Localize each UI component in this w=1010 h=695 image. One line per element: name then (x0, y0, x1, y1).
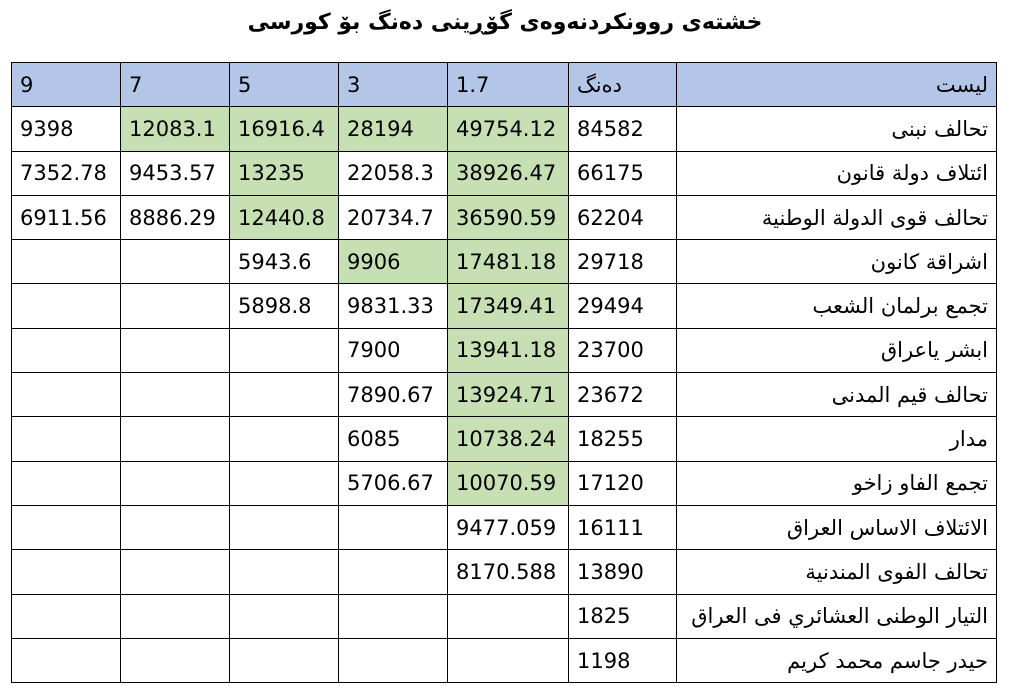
quotient-cell (121, 284, 230, 328)
column-header-divisor: 5 (230, 63, 339, 107)
votes-cell: 1825 (569, 594, 677, 638)
quotient-cell (448, 638, 569, 682)
quotient-cell (12, 550, 121, 594)
quotient-cell: 13924.71 (448, 373, 569, 417)
quotient-cell: 17349.41 (448, 284, 569, 328)
quotient-cell: 8886.29 (121, 195, 230, 239)
quotient-cell: 9398 (12, 107, 121, 151)
column-header-votes: دەنگ (569, 63, 677, 107)
quotient-cell: 12440.8 (230, 195, 339, 239)
quotient-cell: 12083.1 (121, 107, 230, 151)
quotient-cell (121, 550, 230, 594)
quotient-cell (12, 328, 121, 372)
votes-cell: 62204 (569, 195, 677, 239)
quotient-cell (121, 461, 230, 505)
column-header-divisor: 3 (339, 63, 448, 107)
seat-allocation-table (11, 62, 997, 683)
column-header-divisor: 7 (121, 63, 230, 107)
quotient-cell: 22058.3 (339, 151, 448, 195)
votes-cell: 84582 (569, 107, 677, 151)
table-header-row (12, 63, 997, 107)
quotient-cell: 5898.8 (230, 284, 339, 328)
table-row (12, 195, 997, 239)
quotient-cell: 38926.47 (448, 151, 569, 195)
list-name-cell: تحالف قيم المدنى (677, 373, 997, 417)
votes-cell: 1198 (569, 638, 677, 682)
table-row (12, 284, 997, 328)
quotient-cell: 5706.67 (339, 461, 448, 505)
quotient-cell (230, 328, 339, 372)
table-body (12, 107, 997, 683)
quotient-cell (339, 550, 448, 594)
quotient-cell (12, 594, 121, 638)
quotient-cell: 28194 (339, 107, 448, 151)
page-title: خشتەی روونکردنەوەی گۆڕینی دەنگ بۆ کورسی (247, 10, 763, 35)
quotient-cell (230, 417, 339, 461)
votes-cell: 13890 (569, 550, 677, 594)
column-header-divisor: 1.7 (448, 63, 569, 107)
votes-cell: 23700 (569, 328, 677, 372)
quotient-cell: 8170.588 (448, 550, 569, 594)
table-row (12, 461, 997, 505)
list-name-cell: ابشر ياعراق (677, 328, 997, 372)
quotient-cell (448, 594, 569, 638)
column-header-list: لیست (677, 63, 997, 107)
quotient-cell: 36590.59 (448, 195, 569, 239)
list-name-cell: الائتلاف الاساس العراق (677, 505, 997, 549)
list-name-cell: التيار الوطنى العشائري فى العراق (677, 594, 997, 638)
list-name-cell: تحالف قوى الدولة الوطنية (677, 195, 997, 239)
quotient-cell (12, 461, 121, 505)
quotient-cell: 10738.24 (448, 417, 569, 461)
votes-cell: 23672 (569, 373, 677, 417)
list-name-cell: تجمع برلمان الشعب (677, 284, 997, 328)
quotient-cell: 13235 (230, 151, 339, 195)
quotient-cell (12, 417, 121, 461)
quotient-cell: 9477.059 (448, 505, 569, 549)
quotient-cell (230, 594, 339, 638)
quotient-cell (339, 505, 448, 549)
table-row (12, 417, 997, 461)
quotient-cell (12, 373, 121, 417)
votes-cell: 66175 (569, 151, 677, 195)
quotient-cell (230, 550, 339, 594)
quotient-cell: 17481.18 (448, 240, 569, 284)
votes-cell: 17120 (569, 461, 677, 505)
quotient-cell: 13941.18 (448, 328, 569, 372)
list-name-cell: مدار (677, 417, 997, 461)
quotient-cell (121, 505, 230, 549)
table-row (12, 373, 997, 417)
votes-cell: 18255 (569, 417, 677, 461)
table-row (12, 107, 997, 151)
votes-cell: 29494 (569, 284, 677, 328)
quotient-cell: 10070.59 (448, 461, 569, 505)
quotient-cell: 16916.4 (230, 107, 339, 151)
quotient-cell: 6085 (339, 417, 448, 461)
quotient-cell (12, 240, 121, 284)
list-name-cell: تحالف الفوى المندنية (677, 550, 997, 594)
quotient-cell: 49754.12 (448, 107, 569, 151)
quotient-cell: 7890.67 (339, 373, 448, 417)
quotient-cell (121, 240, 230, 284)
quotient-cell (230, 461, 339, 505)
table-row (12, 505, 997, 549)
table-row (12, 151, 997, 195)
quotient-cell: 20734.7 (339, 195, 448, 239)
table-row (12, 328, 997, 372)
quotient-cell (121, 328, 230, 372)
quotient-cell (121, 638, 230, 682)
quotient-cell: 5943.6 (230, 240, 339, 284)
quotient-cell (121, 417, 230, 461)
list-name-cell: ائتلاف دولة قانون (677, 151, 997, 195)
votes-cell: 16111 (569, 505, 677, 549)
quotient-cell: 9453.57 (121, 151, 230, 195)
table-row (12, 638, 997, 682)
table-row (12, 240, 997, 284)
list-name-cell: حيدر جاسم محمد كريم (677, 638, 997, 682)
quotient-cell (12, 505, 121, 549)
quotient-cell: 7900 (339, 328, 448, 372)
quotient-cell (339, 594, 448, 638)
quotient-cell (12, 638, 121, 682)
quotient-cell (230, 638, 339, 682)
table-row (12, 594, 997, 638)
quotient-cell: 9906 (339, 240, 448, 284)
quotient-cell (230, 505, 339, 549)
quotient-cell (121, 373, 230, 417)
quotient-cell (121, 594, 230, 638)
table-row (12, 550, 997, 594)
list-name-cell: تجمع الفاو زاخو (677, 461, 997, 505)
quotient-cell (12, 284, 121, 328)
quotient-cell (230, 373, 339, 417)
quotient-cell: 7352.78 (12, 151, 121, 195)
quotient-cell: 6911.56 (12, 195, 121, 239)
list-name-cell: اشراقة كانون (677, 240, 997, 284)
votes-cell: 29718 (569, 240, 677, 284)
column-header-divisor: 9 (12, 63, 121, 107)
quotient-cell (339, 638, 448, 682)
list-name-cell: تحالف نبنى (677, 107, 997, 151)
quotient-cell: 9831.33 (339, 284, 448, 328)
